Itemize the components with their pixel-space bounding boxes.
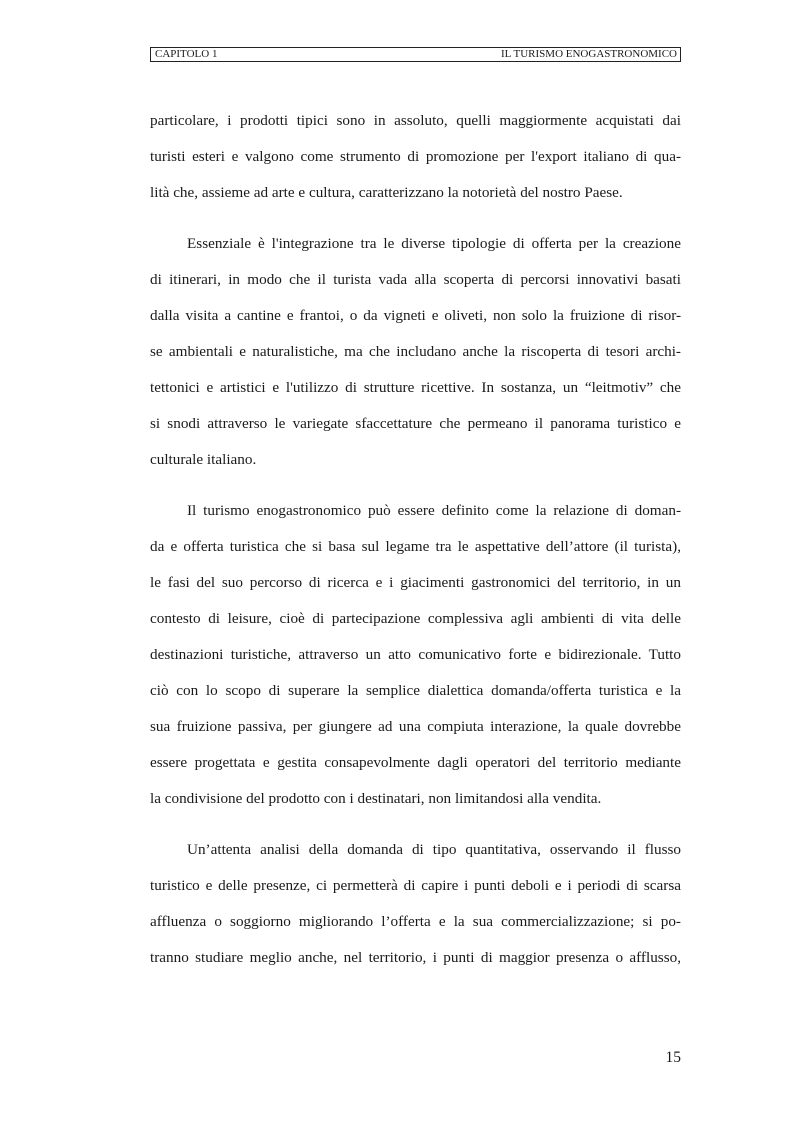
text-line: Il turismo enogastronomico può essere definito come la relazione di doman- bbox=[187, 502, 681, 519]
text-line: lità che, assieme ad arte e cultura, caratterizzano la notorietà del nostro Paese. bbox=[150, 184, 623, 201]
page-number: 15 bbox=[665, 1049, 681, 1066]
chapter-title: IL TURISMO ENOGASTRONOMICO bbox=[500, 48, 677, 60]
text-line: se ambientali e naturalistiche, ma che includano anche la riscoperta di tesori archi- bbox=[150, 343, 681, 360]
text-line: affluenza o soggiorno migliorando l’offerta e la sua commercializzazione; si po- bbox=[150, 913, 681, 930]
text-line: Essenziale è l'integrazione tra le diverse tipologie di offerta per la creazione bbox=[187, 235, 681, 252]
text-line: destinazioni turistiche, attraverso un atto comunicativo forte e bidirezionale. Tutto bbox=[150, 646, 681, 663]
text-line: essere progettata e gestita consapevolmente dagli operatori del territorio mediante bbox=[150, 754, 681, 771]
paragraph-4 bbox=[150, 841, 681, 985]
text-line: sua fruizione passiva, per giungere ad una compiuta interazione, la quale dovrebbe bbox=[150, 718, 681, 735]
paragraph-3 bbox=[150, 502, 681, 826]
text-line: culturale italiano. bbox=[150, 451, 257, 468]
text-line: turisti esteri e valgono come strumento di promozione per l'export italiano di qua- bbox=[150, 148, 681, 165]
text-line: tettonici e artistici e l'utilizzo di strutture ricettive. In sostanza, un “leitmotiv” che bbox=[150, 379, 681, 396]
body-text bbox=[150, 112, 681, 985]
text-line: Un’attenta analisi della domanda di tipo quantitativa, osservando il flusso bbox=[187, 841, 681, 858]
paragraph-1 bbox=[150, 112, 681, 220]
text-line: contesto di leisure, cioè di partecipazione complessiva agli ambienti di vita delle bbox=[150, 610, 681, 627]
text-line: dalla visita a cantine e frantoi, o da vigneti e oliveti, non solo la fruizione di risor- bbox=[150, 307, 681, 324]
chapter-label: CAPITOLO 1 bbox=[155, 48, 218, 60]
running-header bbox=[150, 47, 681, 62]
text-line: di itinerari, in modo che il turista vada alla scoperta di percorsi innovativi basati bbox=[150, 271, 681, 288]
text-line: le fasi del suo percorso di ricerca e i giacimenti gastronomici del territorio, in un bbox=[150, 574, 681, 591]
text-line: ciò con lo scopo di superare la semplice dialettica domanda/offerta turistica e la bbox=[150, 682, 681, 699]
text-line: si snodi attraverso le variegate sfaccettature che permeano il panorama turistico e bbox=[150, 415, 681, 432]
text-line: da e offerta turistica che si basa sul legame tra le aspettative dell’attore (il turista), bbox=[150, 538, 681, 555]
text-line: turistico e delle presenze, ci permetterà di capire i punti deboli e i periodi di scarsa bbox=[150, 877, 681, 894]
paragraph-2 bbox=[150, 235, 681, 487]
text-line: la condivisione del prodotto con i destinatari, non limitandosi alla vendita. bbox=[150, 790, 602, 807]
text-line: particolare, i prodotti tipici sono in assoluto, quelli maggiormente acquistati dai bbox=[150, 112, 681, 129]
text-line: tranno studiare meglio anche, nel territorio, i punti di maggior presenza o afflusso, bbox=[150, 949, 681, 966]
